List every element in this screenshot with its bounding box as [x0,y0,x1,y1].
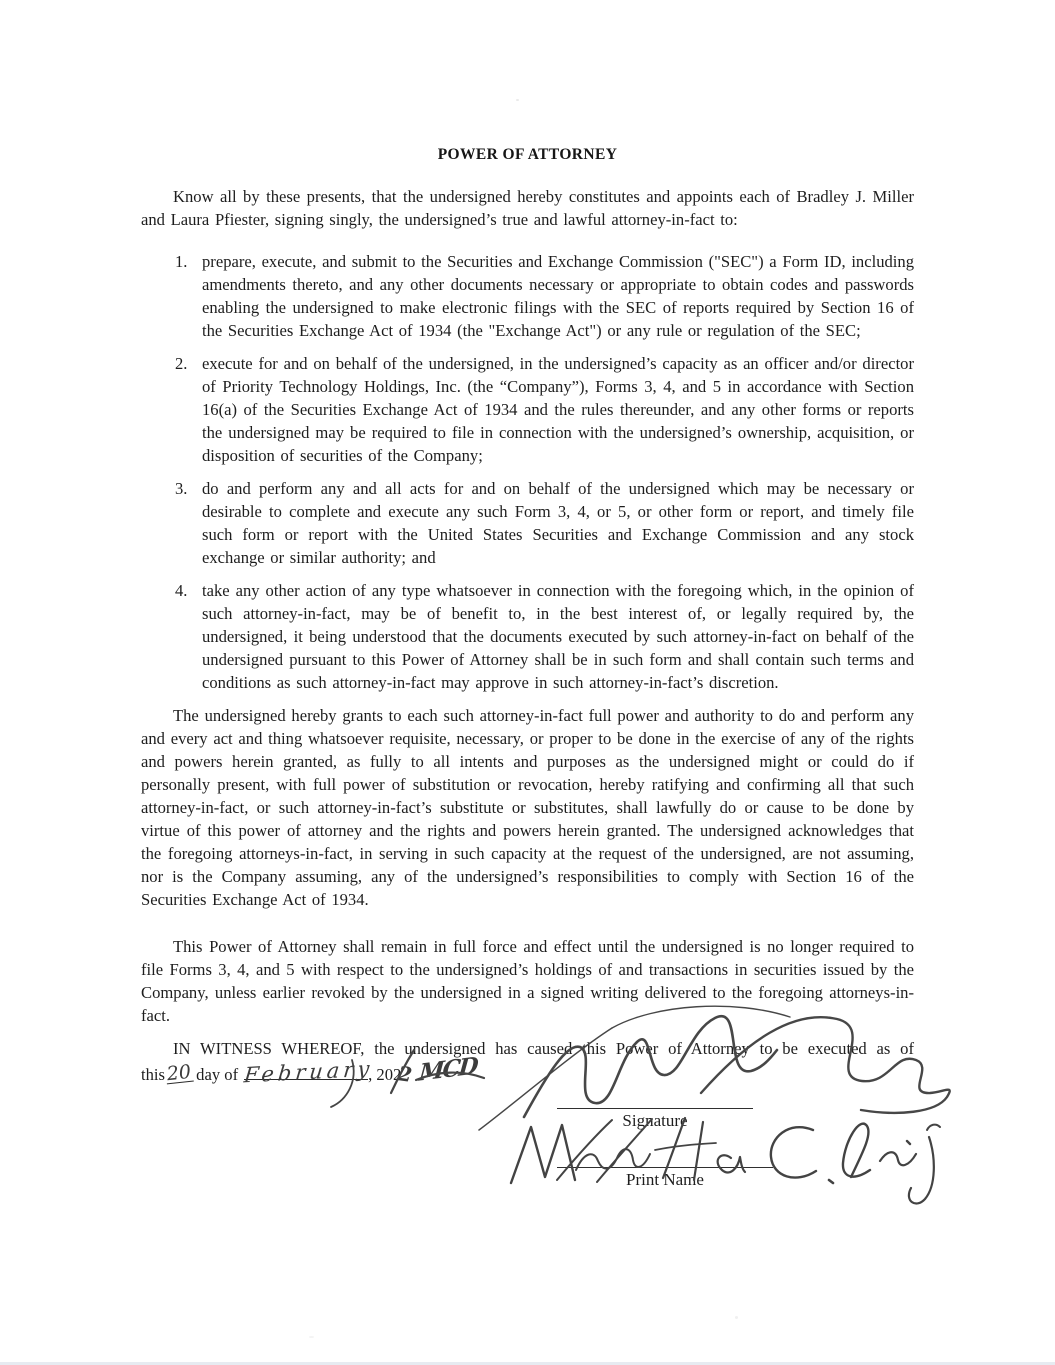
item-number: 2. [175,354,188,373]
poa-list-item-2 [175,352,914,467]
poa-list-item-3 [175,477,914,569]
signature-label: Signature [622,1111,688,1130]
item-text: execute for and on behalf of the undersigned, in the undersigned’s capacity as an officer and/or director of Priority Technology Holdings, Inc. (the “Company”), Forms 3, 4, and 5 in accordance with Section 16(a) of the Securities Exchange Act of 1934 and the rules thereunder, and any other forms or reports the undersigned may be required to file in connection with the undersigned’s ownership, acquisition, or disposition of securities of the Company; [202,354,914,465]
date-day-handwriting: 20 [165,1060,193,1086]
intro-paragraph: Know all by these presents, that the undersigned hereby constitutes and appoints each of Bradley J. Miller and Laura Pfiester, signing singly, the undersigned’s true and lawful attorney-in-fact to: [141,187,914,229]
witness-clause: IN WITNESS WHEREOF, the undersigned has caused this Power of Attorney to be executed as of [173,1039,914,1058]
date-initials-handwriting: MCD [418,1052,478,1087]
print-name-label: Print Name [626,1170,704,1189]
date-day-of-label: day of [196,1065,239,1084]
poa-list [141,250,914,694]
date-year-prefix: , 202 [368,1065,402,1084]
item-text: do and perform any and all acts for and on behalf of the undersigned which may be necessary or desirable to complete and execute any such Form 3, 4, or 5, or other form or report, and timely file such form or report with the United States Securities and Exchange Commission and any stock exchange or similar authority; and [202,479,914,567]
item-text: take any other action of any type whatsoever in connection with the foregoing which, in the opinion of such attorney-in-fact, may be of benefit to, in the best interest of, or legally required by, the undersigned, it being understood that the documents executed by such attorney-in-fact on behalf of the undersigned pursuant to this Power of Attorney shall be in such form and shall contain such terms and conditions as such attorney-in-fact may approve in such attorney-in-fact’s discretion. [202,581,914,692]
item-text: prepare, execute, and submit to the Securities and Exchange Commission ("SEC") a Form ID, including amendments thereto, and any other documents necessary or appropriate to obtain codes and passwords enabling the undersigned to make electronic filings with the SEC of reports required by Section 16 of the Securities Exchange Act of 1934 (the "Exchange Act") or any rule or regulation of the SEC; [202,252,914,340]
poa-list-item-4 [175,579,914,694]
date-month-handwriting: February [242,1056,375,1088]
item-number: 1. [175,252,188,271]
scan-speck [516,99,519,101]
date-line [141,1052,914,1088]
document-body [141,146,914,1086]
date-this-label: this [141,1065,165,1084]
poa-list-item-1 [175,250,914,342]
month-blank-line [242,1056,375,1088]
item-number: 3. [175,479,188,498]
item-number: 4. [175,581,188,600]
document-title: POWER OF ATTORNEY [437,146,618,163]
scan-speck [309,1336,314,1338]
duration-paragraph: This Power of Attorney shall remain in full force and effect until the undersigned is no longer required to file Forms 3, 4, and 5 with respect to the undersigned’s holdings of and transactions in securities issued by the Company, unless earlier revoked by the undersigned in a signed writing delivered to the foregoing attorneys-in-fact. [141,937,914,1025]
grant-paragraph: The undersigned hereby grants to each such attorney-in-fact full power and authority to do and perform any and every act and thing whatsoever requisite, necessary, or proper to be done in the exercise of any of the rights and powers herein granted, as fully to all intents and purposes as the undersigned might or could do if personally present, with full power of substitution or revocation, hereby ratifying and confirming all that such attorney-in-fact, or such attorney-in-fact’s substitute or substitutes, shall lawfully do or cause to be done by virtue of this power of attorney and the rights and powers herein granted. The undersigned acknowledges that the foregoing attorneys-in-fact, in serving in such capacity at the request of the undersigned, are not assuming, nor is the Company assuming, any of the undersigned’s responsibilities to comply with Section 16 of the Securities Exchange Act of 1934. [141,706,914,909]
scan-speck [735,1316,738,1319]
signature-block [557,1108,773,1192]
date-year-handwriting: 2 [396,1061,414,1087]
